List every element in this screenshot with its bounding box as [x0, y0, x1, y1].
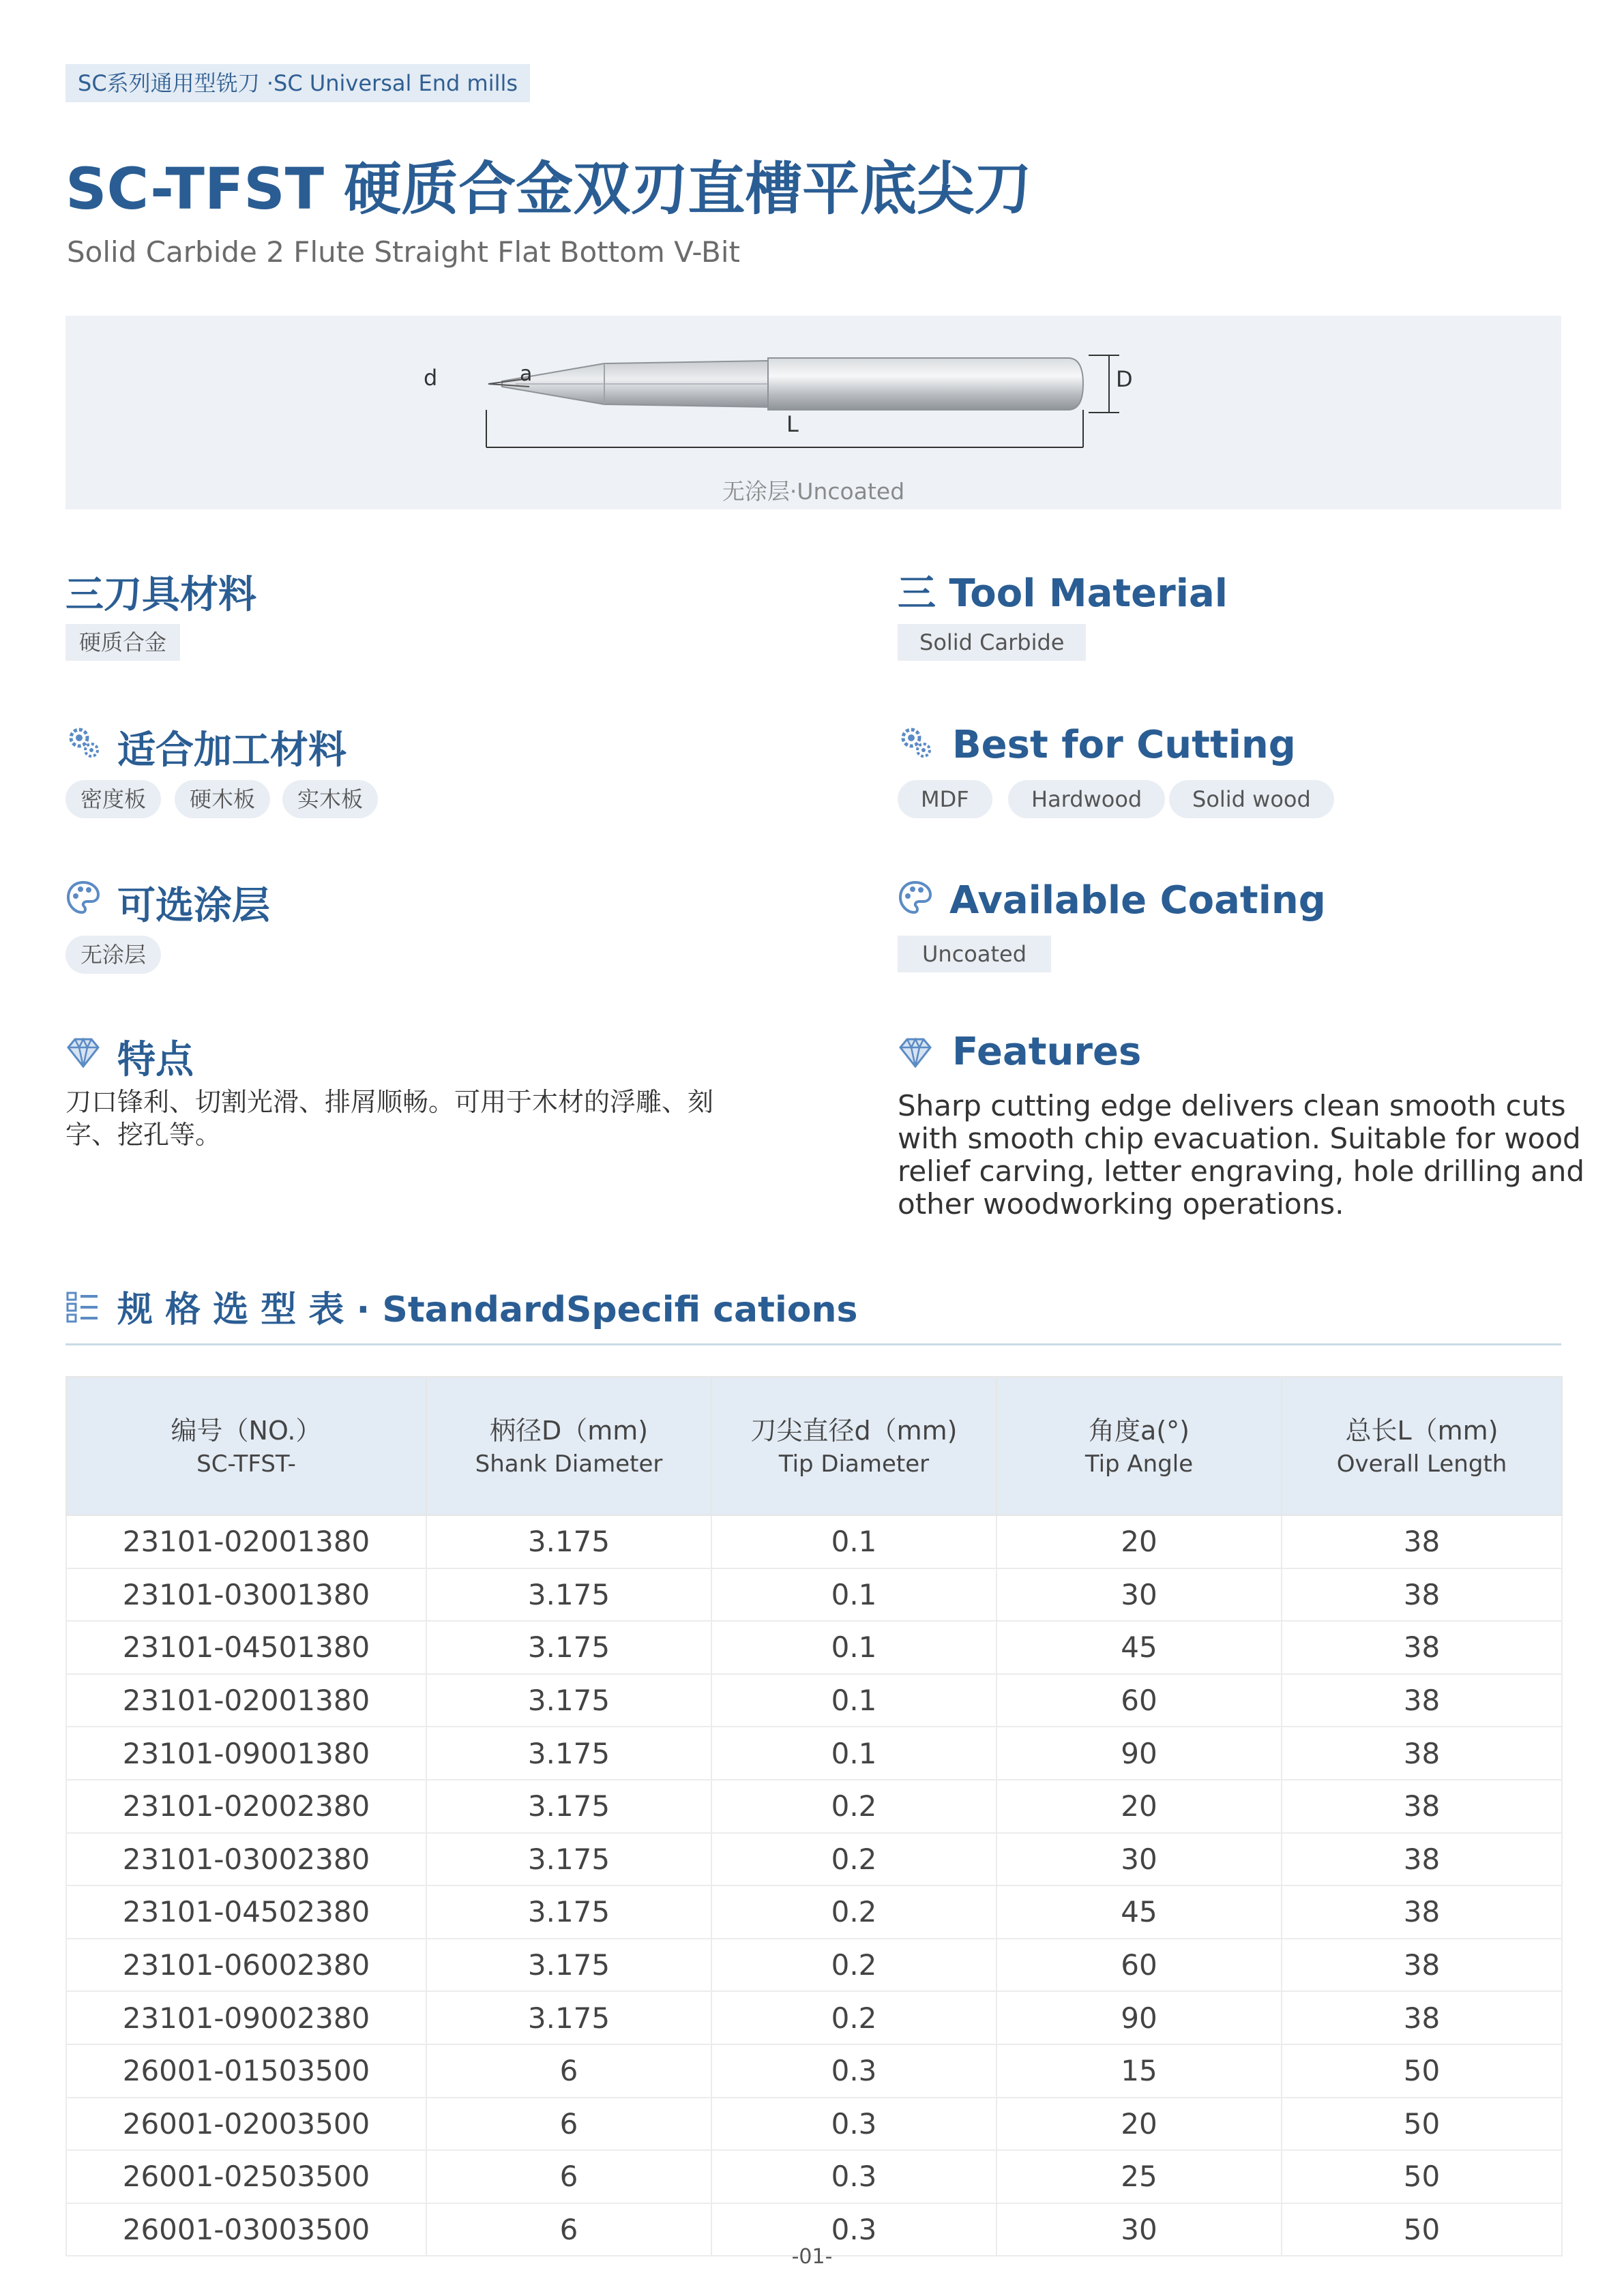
header-overall-length: 总长L（mm) Overall Length — [1282, 1377, 1562, 1515]
table-cell: 30 — [996, 2203, 1282, 2256]
table-cell: 3.175 — [426, 1991, 711, 2044]
table-row — [66, 1780, 1562, 1833]
table-cell: 26001-03003500 — [66, 2203, 426, 2256]
cutting-tag-en-2: Hardwood — [1008, 780, 1165, 818]
table-cell: 0.2 — [711, 1833, 996, 1886]
table-cell: 0.1 — [711, 1674, 996, 1727]
table-cell: 0.3 — [711, 2044, 996, 2098]
tool-material-tag-en: Solid Carbide — [898, 624, 1086, 661]
tool-material-title-en: 三 Tool Material — [898, 571, 1228, 616]
table-cell: 25 — [996, 2150, 1282, 2203]
cutting-tag-en-3: Solid wood — [1169, 780, 1334, 818]
table-cell: 50 — [1282, 2150, 1562, 2203]
table-cell: 30 — [996, 1568, 1282, 1622]
diamond-icon — [65, 1035, 101, 1071]
table-cell: 38 — [1282, 1780, 1562, 1833]
table-cell: 38 — [1282, 1621, 1562, 1674]
table-row — [66, 2044, 1562, 2098]
table-cell: 23101-04502380 — [66, 1885, 426, 1939]
page-subtitle: Solid Carbide 2 Flute Straight Flat Bottom V-Bit — [67, 235, 740, 269]
table-row — [66, 1621, 1562, 1674]
table-cell: 20 — [996, 1780, 1282, 1833]
table-cell: 3.175 — [426, 1568, 711, 1622]
table-cell: 23101-03001380 — [66, 1568, 426, 1622]
table-row — [66, 1515, 1562, 1568]
diagram-caption: 无涂层·Uncoated — [722, 478, 905, 505]
header-tip-diameter: 刀尖直径d（mm) Tip Diameter — [711, 1377, 996, 1515]
table-cell: 23101-09002380 — [66, 1991, 426, 2044]
coating-title-en: Available Coating — [949, 878, 1326, 923]
table-cell: 23101-04501380 — [66, 1621, 426, 1674]
header-shank-diameter: 柄径D（mm) Shank Diameter — [426, 1377, 711, 1515]
table-cell: 60 — [996, 1674, 1282, 1727]
table-cell: 26001-01503500 — [66, 2044, 426, 2098]
list-icon — [65, 1290, 100, 1324]
table-row — [66, 1939, 1562, 1992]
table-cell: 3.175 — [426, 1939, 711, 1992]
table-cell: 30 — [996, 1833, 1282, 1886]
page-number: -01- — [791, 2245, 833, 2269]
table-cell: 26001-02003500 — [66, 2098, 426, 2151]
table-cell: 38 — [1282, 1515, 1562, 1568]
gears-icon — [898, 724, 933, 760]
table-cell: 50 — [1282, 2098, 1562, 2151]
table-row — [66, 1727, 1562, 1780]
table-row — [66, 2098, 1562, 2151]
table-cell: 0.2 — [711, 1780, 996, 1833]
table-cell: 3.175 — [426, 1885, 711, 1939]
diamond-icon — [898, 1035, 933, 1071]
page-title: SC-TFST 硬质合金双刃直槽平底尖刀 — [65, 155, 1032, 222]
table-cell: 0.1 — [711, 1568, 996, 1622]
tool-material-title-cn: 三刀具材料 — [65, 573, 256, 617]
table-cell: 0.3 — [711, 2203, 996, 2256]
table-header-row — [66, 1377, 1562, 1515]
table-cell: 38 — [1282, 1727, 1562, 1780]
table-cell: 0.2 — [711, 1991, 996, 2044]
tool-material-tag-cn: 硬质合金 — [65, 624, 180, 661]
table-cell: 6 — [426, 2044, 711, 2098]
table-row — [66, 1885, 1562, 1939]
table-cell: 0.1 — [711, 1621, 996, 1674]
table-cell: 3.175 — [426, 1727, 711, 1780]
cutting-tag-en-1: MDF — [898, 780, 992, 818]
table-cell: 3.175 — [426, 1674, 711, 1727]
series-tag: SC系列通用型铣刀 ·SC Universal End mills — [65, 64, 530, 102]
table-cell: 45 — [996, 1885, 1282, 1939]
table-row — [66, 1568, 1562, 1622]
table-cell: 45 — [996, 1621, 1282, 1674]
table-cell: 3.175 — [426, 1833, 711, 1886]
label-D: D — [1116, 366, 1133, 392]
features-title-cn: 特点 — [117, 1038, 194, 1082]
table-cell: 38 — [1282, 1939, 1562, 1992]
coating-tag-cn: 无涂层 — [65, 936, 161, 974]
cutting-tag-cn-2: 硬木板 — [175, 780, 270, 818]
table-cell: 0.3 — [711, 2150, 996, 2203]
table-row — [66, 2150, 1562, 2203]
features-title-en: Features — [952, 1030, 1142, 1074]
table-cell: 90 — [996, 1991, 1282, 2044]
table-cell: 38 — [1282, 1568, 1562, 1622]
table-cell: 23101-03002380 — [66, 1833, 426, 1886]
table-cell: 6 — [426, 2150, 711, 2203]
table-row — [66, 1833, 1562, 1886]
cutting-tag-cn-3: 实木板 — [282, 780, 378, 818]
table-cell: 6 — [426, 2203, 711, 2256]
table-cell: 23101-09001380 — [66, 1727, 426, 1780]
header-tip-angle: 角度a(°) Tip Angle — [996, 1377, 1282, 1515]
table-cell: 38 — [1282, 1885, 1562, 1939]
table-row — [66, 1674, 1562, 1727]
table-cell: 23101-02002380 — [66, 1780, 426, 1833]
table-cell: 20 — [996, 2098, 1282, 2151]
table-cell: 3.175 — [426, 1780, 711, 1833]
table-cell: 60 — [996, 1939, 1282, 1992]
table-cell: 26001-02503500 — [66, 2150, 426, 2203]
header-no: 编号（NO.） SC-TFST- — [66, 1377, 426, 1515]
table-cell: 38 — [1282, 1833, 1562, 1886]
table-cell: 0.2 — [711, 1939, 996, 1992]
table-cell: 3.175 — [426, 1621, 711, 1674]
best-for-cutting-title-en: Best for Cutting — [952, 723, 1296, 767]
table-cell: 0.1 — [711, 1515, 996, 1568]
table-cell: 0.1 — [711, 1727, 996, 1780]
table-cell: 15 — [996, 2044, 1282, 2098]
spec-table — [65, 1376, 1563, 2256]
spec-divider — [65, 1343, 1561, 1345]
table-row — [66, 1991, 1562, 2044]
table-cell: 0.2 — [711, 1885, 996, 1939]
coating-title-cn: 可选涂层 — [117, 884, 270, 928]
palette-icon — [898, 880, 933, 915]
label-L: L — [786, 411, 799, 437]
table-cell: 38 — [1282, 1991, 1562, 2044]
table-cell: 23101-02001380 — [66, 1515, 426, 1568]
label-d: d — [424, 365, 438, 391]
cutting-tag-cn-1: 密度板 — [65, 780, 161, 818]
features-text-cn: 刀口锋利、切割光滑、排屑顺畅。可用于木材的浮雕、刻字、挖孔等。 — [65, 1087, 714, 1150]
features-text-en: Sharp cutting edge delivers clean smooth cuts with smooth chip evacuation. Suitable for wood relief carving, letter engraving, hole drilling and other woodworking operations. — [898, 1089, 1585, 1221]
label-a: a — [520, 362, 533, 386]
best-for-cutting-title-cn: 适合加工材料 — [117, 728, 346, 773]
table-cell: 0.3 — [711, 2098, 996, 2151]
table-cell: 50 — [1282, 2203, 1562, 2256]
table-cell: 23101-02001380 — [66, 1674, 426, 1727]
palette-icon — [65, 880, 101, 915]
table-cell: 90 — [996, 1727, 1282, 1780]
gears-icon — [65, 724, 101, 760]
table-cell: 23101-06002380 — [66, 1939, 426, 1992]
coating-tag-en: Uncoated — [898, 936, 1051, 972]
table-cell: 50 — [1282, 2044, 1562, 2098]
product-diagram — [65, 316, 1561, 509]
table-cell: 38 — [1282, 1674, 1562, 1727]
spec-heading: 规 格 选 型 表 · StandardSpecifi cations — [117, 1289, 858, 1330]
table-cell: 3.175 — [426, 1515, 711, 1568]
table-cell: 20 — [996, 1515, 1282, 1568]
table-cell: 6 — [426, 2098, 711, 2151]
